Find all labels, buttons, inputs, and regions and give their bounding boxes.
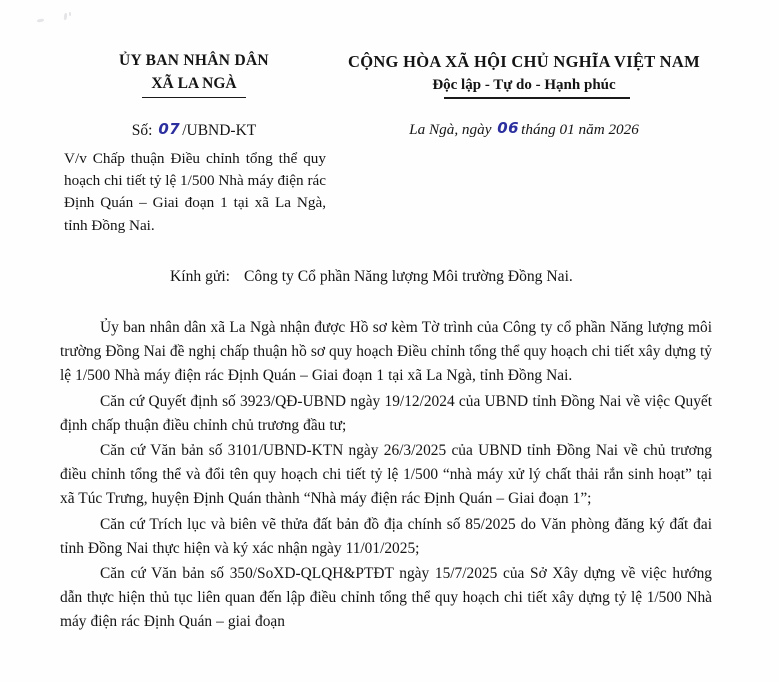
document-subject: V/v Chấp thuận Điều chỉnh tổng thể quy hoạch chi tiết tỷ lệ 1/500 Nhà máy điện rác Định Quán – Giai đoạn 1 tại xã La Ngà, tỉnh Đồng Nai. (64, 149, 326, 234)
issuing-authority-line2-text: XÃ LA NGÀ (151, 75, 237, 93)
national-motto-text: Độc lập - Tự do - Hạnh phúc (432, 76, 616, 93)
body-paragraph: Căn cứ Văn bản số 3101/UBND-KTN ngày 26/3/2025 của UBND tỉnh Đồng Nai về chủ trương điều chỉnh tổng thể và đổi tên quy hoạch chi tiết tỷ lệ 1/500 “nhà máy xử lý chất thải rắn sinh hoạt” tại xã Túc Trưng, huyện Định Quán thành “Nhà máy điện rác Định Quán – Giai đoạn 1”; (60, 441, 712, 508)
scan-speck-icon (64, 13, 68, 20)
body-paragraph: Căn cứ Quyết định số 3923/QĐ-UBND ngày 19/12/2024 của UBND tỉnh Đồng Nai về việc Quyết định chấp thuận điều chỉnh chủ trương đầu tư; (60, 392, 712, 434)
dateline-day-handwritten: 06 (497, 119, 520, 137)
recipient-label: Kính gửi: (170, 268, 230, 285)
document-header (60, 50, 720, 99)
header-underline-right (444, 97, 630, 98)
document-meta (60, 118, 720, 237)
body-paragraph: Ủy ban nhân dân xã La Ngà nhận được Hồ sơ kèm Tờ trình của Công ty cổ phần Năng lượng môi trường Đồng Nai đề nghị chấp thuận hồ sơ quy hoạch Điều chỉnh tổng thể quy hoạch chi tiết xây dựng tỷ lệ 1/500 Nhà máy điện rác Định Quán – Giai đoạn 1 tại xã La Ngà, tỉnh Đồng Nai. (60, 319, 712, 385)
document-number-label: Số: (131, 122, 153, 139)
dateline-place: La Ngà, ngày (409, 121, 492, 138)
header-underline-left (142, 97, 246, 98)
document-number-block (60, 118, 328, 237)
dateline-block (328, 118, 720, 139)
national-heading-block (328, 50, 720, 99)
national-title: CỘNG HÒA XÃ HỘI CHỦ NGHĨA VIỆT NAM (347, 52, 700, 71)
issuing-authority-line2 (142, 72, 246, 98)
document-body (60, 316, 712, 635)
issuing-authority-line1: ỦY BAN NHÂN DÂN (119, 52, 269, 69)
document-number-line (60, 118, 328, 144)
dateline (328, 120, 720, 139)
recipient-value: Công ty Cổ phần Năng lượng Môi trường Đồng Nai. (244, 268, 573, 285)
national-motto (418, 74, 630, 99)
recipient-line (60, 268, 720, 286)
dateline-month-year: tháng 01 năm 2026 (521, 121, 639, 138)
body-paragraph: Căn cứ Văn bản số 350/SoXD-QLQH&PTĐT ngày 15/7/2025 của Sở Xây dựng về việc hướng dẫn thực hiện thủ tục liên quan đến lập điều chỉnh tổng thể quy hoạch chi tiết xây dựng tỷ lệ 1/500 Nhà máy điện rác Định Quán – giai đoạn (60, 564, 712, 631)
scan-speck-icon (69, 12, 71, 16)
scan-speck-icon (37, 18, 44, 22)
document-number-suffix: /UBND-KT (182, 122, 257, 139)
document-number-handwritten: 07 (158, 120, 181, 138)
issuing-authority-block (60, 50, 328, 98)
body-paragraph: Căn cứ Trích lục và biên vẽ thửa đất bản đồ địa chính số 85/2025 do Văn phòng đăng ký đất đai tỉnh Đồng Nai thực hiện và ký xác nhận ngày 11/01/2025; (60, 515, 712, 557)
